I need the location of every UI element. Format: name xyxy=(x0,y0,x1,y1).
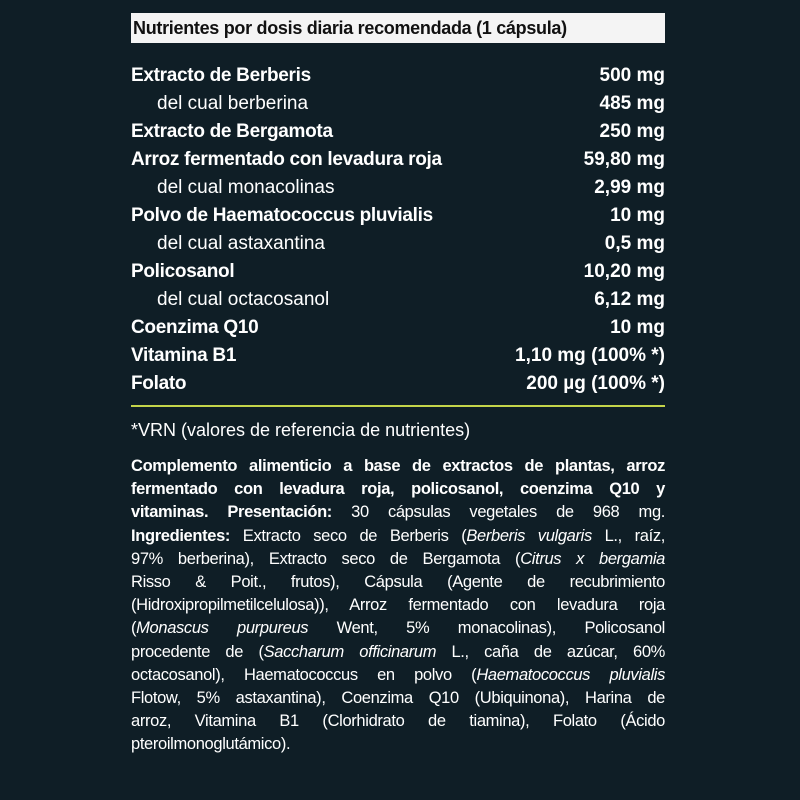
table-divider xyxy=(131,405,665,407)
nutrient-label: Arroz fermentado con levadura roja xyxy=(131,149,442,170)
nutrient-value: 200 µg (100% *) xyxy=(526,373,665,394)
nutrient-label: Vitamina B1 xyxy=(131,345,237,366)
nutrient-sublabel: del cual octacosanol xyxy=(157,289,330,310)
description-text: L., caña de azúcar, 60% xyxy=(436,642,665,661)
description-line xyxy=(131,478,665,501)
nutrient-value: 500 mg xyxy=(599,65,665,86)
nutrient-row xyxy=(131,146,665,174)
nutrient-row xyxy=(131,174,665,202)
nutrient-label: Coenzima Q10 xyxy=(131,317,259,338)
nutrient-row xyxy=(131,118,665,146)
description-text: octacosanol), Haematococcus en polvo ( xyxy=(131,665,477,684)
description-line xyxy=(131,617,665,640)
description-text: L., raíz, xyxy=(591,526,665,545)
description-text: pteroilmonoglutámico). xyxy=(131,735,291,754)
description-text: (Hidroxipropilmetilcelulosa)), Arroz fermentado con levadura roja xyxy=(131,596,665,615)
description-line xyxy=(131,664,665,687)
nutrient-sublabel: del cual monacolinas xyxy=(157,177,335,198)
nutrient-table xyxy=(131,62,665,398)
nutrient-row xyxy=(131,90,665,118)
description-bold-text: fermentado con levadura roja, policosanol, coenzima Q10 y xyxy=(131,480,665,499)
description-bold-text: Complemento alimenticio a base de extractos de plantas, arroz xyxy=(131,457,665,475)
table-header: Nutrientes por dosis diaria recomendada (1 cápsula) xyxy=(131,13,665,43)
description-text: 97% berberina), Extracto seco de Bergamota ( xyxy=(131,549,521,568)
description-line xyxy=(131,594,665,617)
description-text: procedente de ( xyxy=(131,642,264,661)
product-description xyxy=(131,455,665,756)
nutrient-row xyxy=(131,258,665,286)
description-line xyxy=(131,548,665,571)
description-bold-text: vitaminas. Presentación: xyxy=(131,503,332,522)
nutrient-value: 10,20 mg xyxy=(583,261,665,282)
nutrient-sublabel: del cual berberina xyxy=(157,93,309,114)
description-line xyxy=(131,733,665,756)
description-line xyxy=(131,501,665,524)
nutrient-value: 59,80 mg xyxy=(583,149,665,170)
description-line xyxy=(131,571,665,594)
vrn-note: *VRN (valores de referencia de nutrientes) xyxy=(131,420,471,440)
nutrient-value: 6,12 mg xyxy=(594,289,665,310)
nutrient-value: 250 mg xyxy=(599,121,665,142)
description-italic-text: Haematococcus pluvialis xyxy=(476,665,665,684)
description-text: Risso & Poit., frutos), Cápsula (Agente de recubrimiento xyxy=(131,572,665,591)
nutrient-row xyxy=(131,230,665,258)
nutrient-label: Extracto de Berberis xyxy=(131,65,311,86)
nutrient-row xyxy=(131,314,665,342)
description-text: 30 cápsulas vegetales de 968 mg. xyxy=(331,503,666,522)
description-bold-text: Ingredientes: xyxy=(131,526,231,545)
nutrient-value: 10 mg xyxy=(610,317,665,338)
nutrient-value: 0,5 mg xyxy=(604,233,665,254)
nutrient-row xyxy=(131,370,665,398)
description-line xyxy=(131,710,665,733)
nutrient-value: 485 mg xyxy=(599,93,665,114)
nutrient-value: 10 mg xyxy=(610,205,665,226)
nutrient-label: Policosanol xyxy=(131,261,235,282)
description-text: arroz, Vitamina B1 (Clorhidrato de tiamina), Folato (Ácido xyxy=(131,712,665,731)
description-text: Extracto seco de Berberis ( xyxy=(230,526,467,545)
nutrient-row xyxy=(131,342,665,370)
description-line xyxy=(131,455,665,478)
nutrient-label: Extracto de Bergamota xyxy=(131,121,333,142)
description-italic-text: Berberis vulgaris xyxy=(466,526,592,545)
nutrient-row xyxy=(131,62,665,90)
nutrient-label: Polvo de Haematococcus pluvialis xyxy=(131,205,433,226)
description-text: Went, 5% monacolinas), Policosanol xyxy=(308,619,665,638)
description-italic-text: Monascus purpureus xyxy=(136,619,309,638)
nutrient-row xyxy=(131,202,665,230)
description-line xyxy=(131,525,665,548)
description-line xyxy=(131,641,665,664)
nutrient-sublabel: del cual astaxantina xyxy=(157,233,325,254)
description-line xyxy=(131,687,665,710)
description-italic-text: Saccharum officinarum xyxy=(263,642,437,661)
nutrient-value: 1,10 mg (100% *) xyxy=(515,345,665,366)
description-text: Flotow, 5% astaxantina), Coenzima Q10 (Ubiquinona), Harina de xyxy=(131,688,665,707)
description-italic-text: Citrus x bergamia xyxy=(520,549,666,568)
nutrient-label: Folato xyxy=(131,373,187,394)
nutrient-row xyxy=(131,286,665,314)
nutrient-value: 2,99 mg xyxy=(594,177,665,198)
description-text: ( xyxy=(131,619,137,638)
